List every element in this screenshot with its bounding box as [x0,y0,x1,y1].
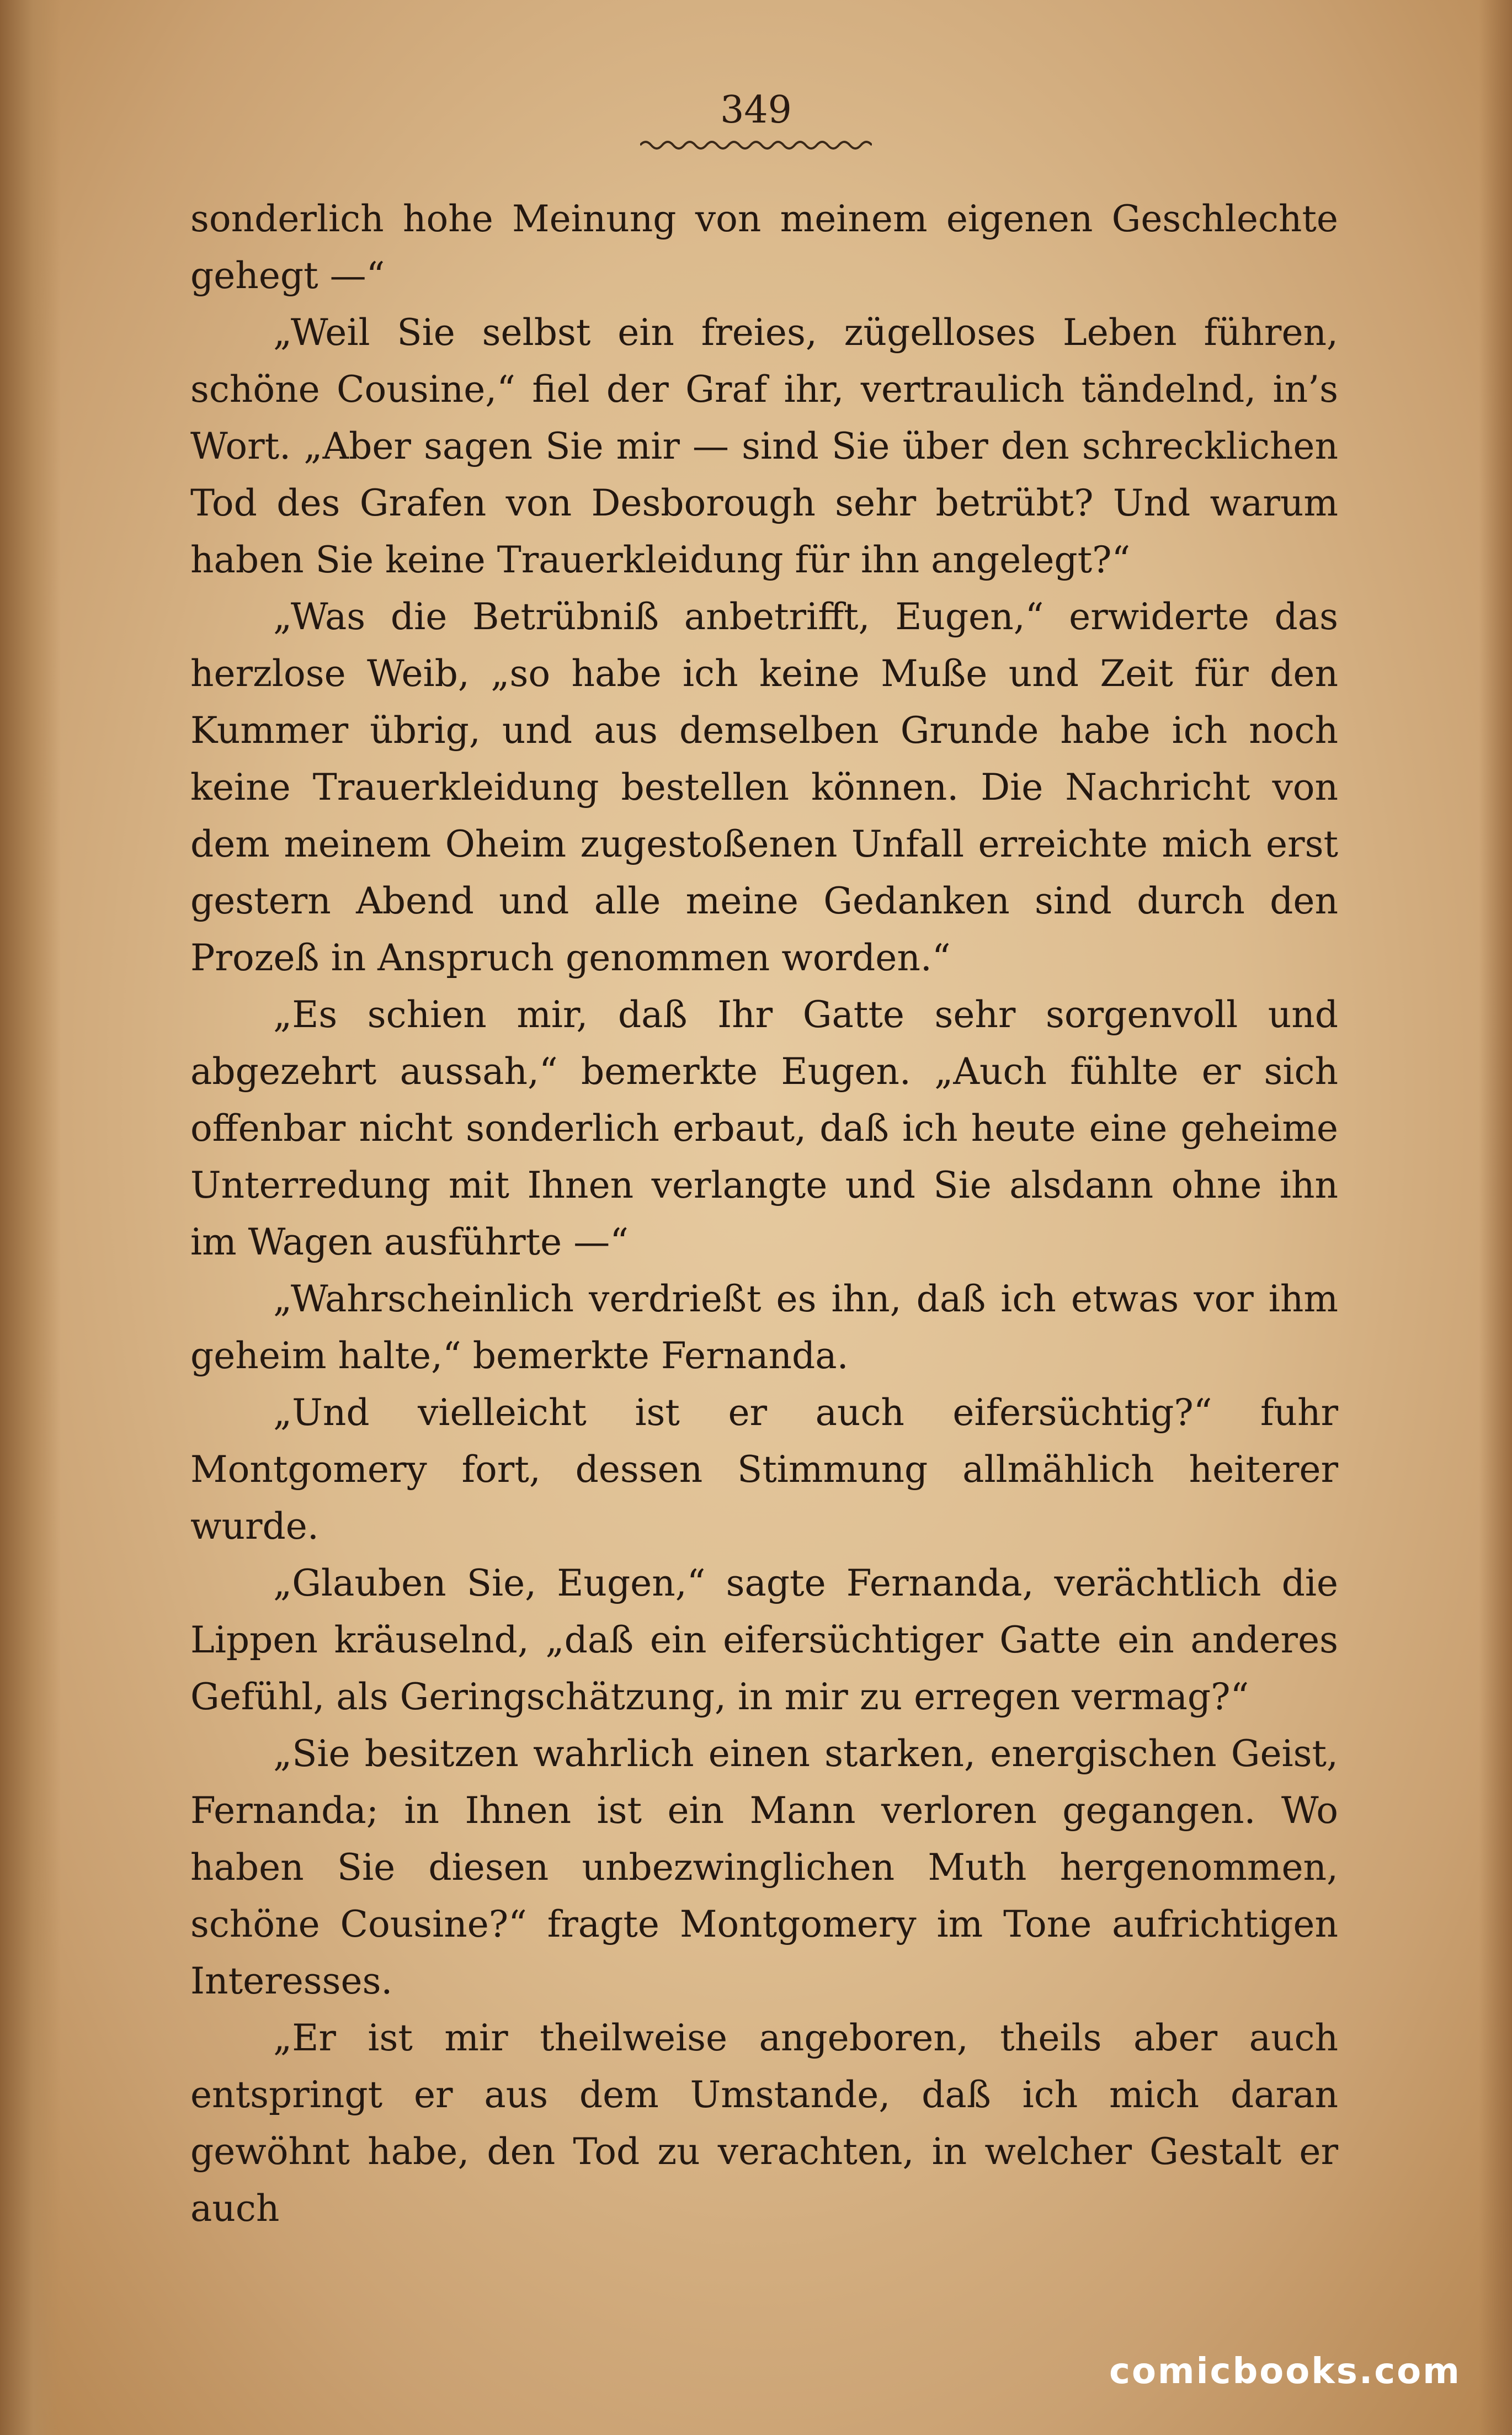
paragraph: „Es schien mir, daß Ihr Gatte sehr sorgenvoll und abgezehrt aussah,“ bemerkte Eugen. „Auch fühlte er sich offenbar nicht sonderlich erbaut, daß ich heute eine geheime Unterredung mit Ihnen verlangte und Sie alsdann ohne ihn im Wagen ausführte —“ [190,993,1338,1263]
body-text [190,190,1338,2237]
paragraph: „Glauben Sie, Eugen,“ sagte Fernanda, verächtlich die Lippen kräuselnd, „daß ein eifersüchtiger Gatte ein anderes Gefühl, als Geringschätzung, in mir zu erregen vermag?“ [190,1562,1338,1718]
paragraph: „Weil Sie selbst ein freies, zügelloses Leben führen, schöne Cousine,“ fiel der Graf ihr, vertraulich tändelnd, in’s Wort. „Aber sagen Sie mir — sind Sie über den schrecklichen Tod des Grafen von Desborough sehr betrübt? Und warum haben Sie keine Trauerkleidung für ihn angelegt?“ [190,311,1338,581]
page-left-edge-shadow [0,0,61,2435]
paragraph: sonderlich hohe Meinung von meinem eigenen Geschlechte gehegt —“ [190,198,1338,297]
paragraph: „Sie besitzen wahrlich einen starken, energischen Geist, Fernanda; in Ihnen ist ein Mann verloren gegangen. Wo haben Sie diesen unbezwinglichen Muth hergenommen, schöne Cousine?“ fragte Montgomery im Tone aufrichtigen Interesses. [190,1732,1338,2002]
paragraph: „Wahrscheinlich verdrießt es ihn, daß ich etwas vor ihm geheim halte,“ bemerkte Fernanda. [190,1278,1338,1377]
wavy-rule-ornament [640,137,872,153]
paragraph: „Er ist mir theilweise angeboren, theils aber auch entspringt er aus dem Umstande, daß ich mich daran gewöhnt habe, den Tod zu verachten, in welcher Gestalt er auch [190,2017,1338,2230]
page-right-edge-shadow [1479,0,1512,2435]
paragraph: „Was die Betrübniß anbetrifft, Eugen,“ erwiderte das herzlose Weib, „so habe ich keine Muße und Zeit für den Kummer übrig, und aus demselben Grunde habe ich noch keine Trauerkleidung bestellen können. Die Nachricht von dem meinem Oheim zugestoßenen Unfall erreichte mich erst gestern Abend und alle meine Gedanken sind durch den Prozeß in Anspruch genommen worden.“ [190,596,1338,979]
page-number: 349 [720,88,792,132]
watermark-text: comicbooks.com [1109,2351,1461,2392]
paragraph: „Und vielleicht ist er auch eifersüchtig?“ fuhr Montgomery fort, dessen Stimmung allmählich heiterer wurde. [190,1391,1338,1548]
